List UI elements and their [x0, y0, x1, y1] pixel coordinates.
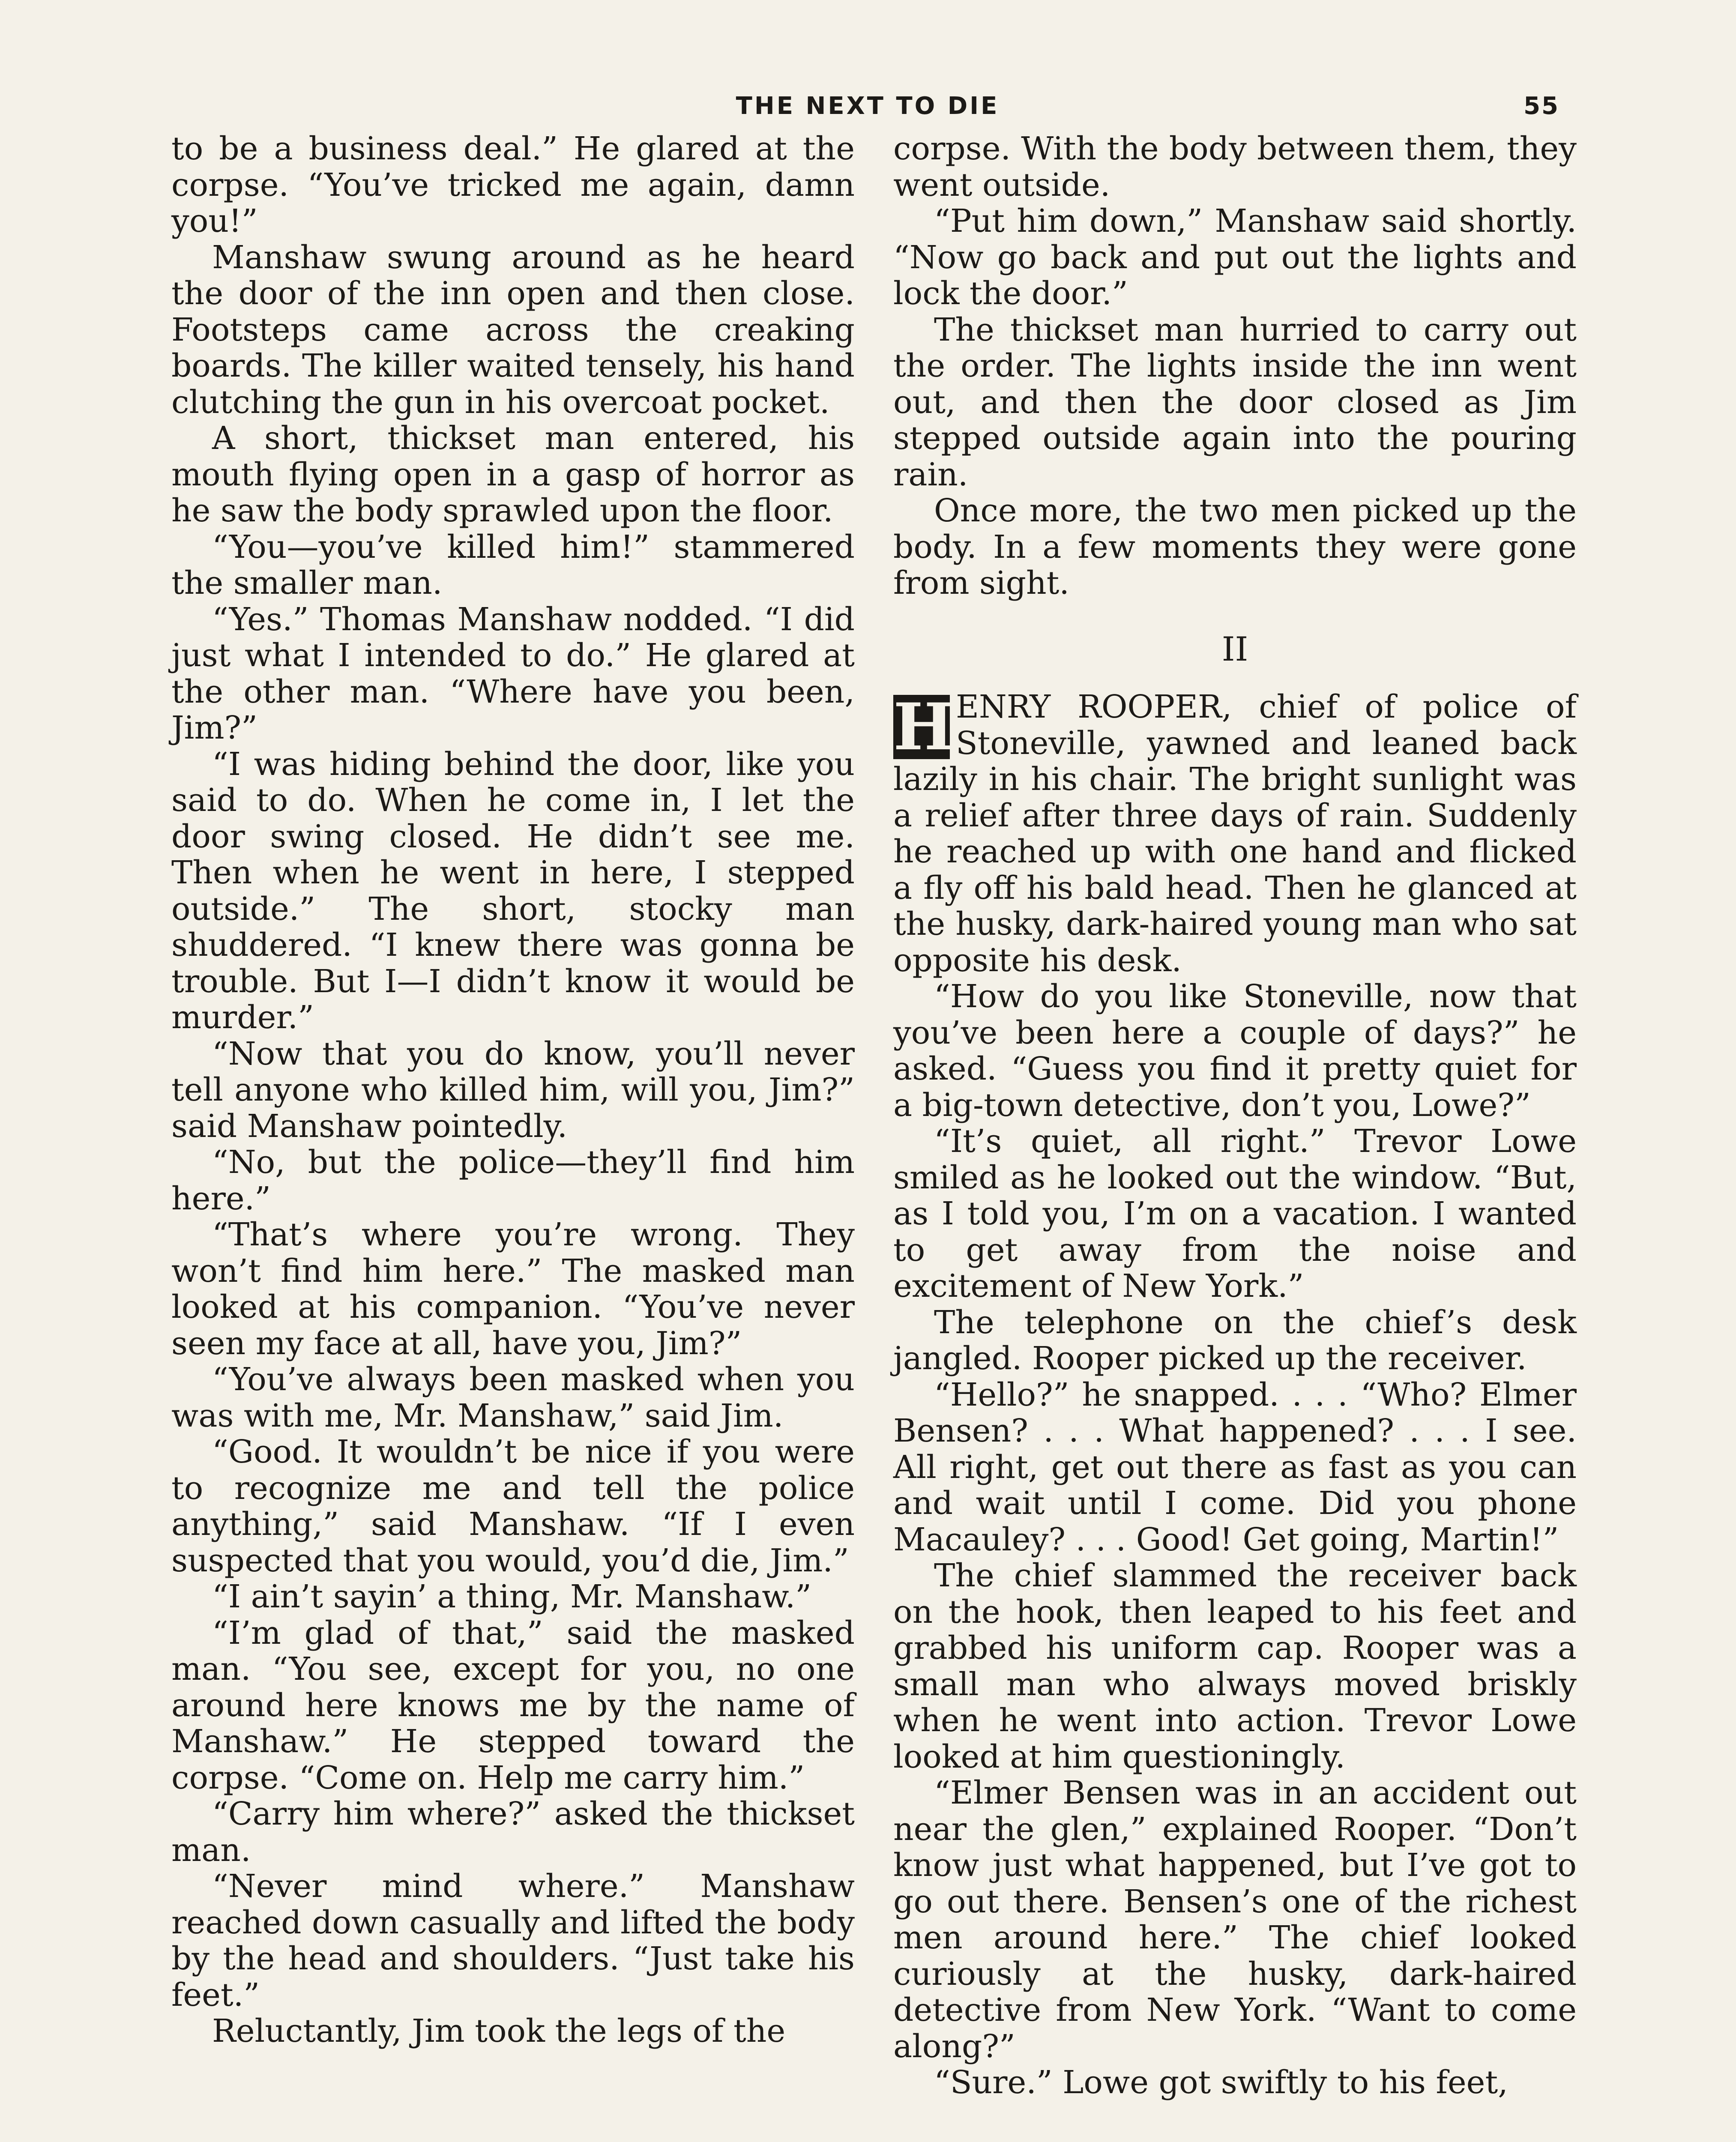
paragraph: “Carry him where?” asked the thickset man. — [171, 1795, 855, 1869]
paragraph: “Hello?” he snapped. . . . “Who? Elmer Bensen? . . . What happened? . . . I see. All right, get out there as fast as you can and wait until I come. Did you phone Macauley? . . . Good! Get going, Martin!” — [893, 1376, 1577, 1558]
page-header — [176, 92, 1559, 131]
dropcap-paragraph-text: ENRY ROOPER, chief of police of Stoneville, yawned and leaned back lazily in his chair. The bright sunlight was a relief after three days of rain. Suddenly he reached up with one hand and flicked a fly off his bald head. Then he glanced at the husky, dark-haired young man who sat opposite his desk. — [893, 688, 1577, 979]
paragraph: “Yes.” Thomas Manshaw nodded. “I did just what I intended to do.” He glared at the other man. “Where have you been, Jim?” — [171, 601, 855, 746]
running-title: THE NEXT TO DIE — [736, 92, 1000, 120]
left-column — [171, 131, 855, 2049]
paragraph: “Good. It wouldn’t be nice if you were to recognize me and tell the police anything,” said Manshaw. “If I even suspected that you would, you’d die, Jim.” — [171, 1433, 855, 1579]
paragraph: “Sure.” Lowe got swiftly to his feet, — [934, 2064, 1508, 2101]
paragraph: to be a business deal.” He glared at the corpse. “You’ve tricked me again, damn you!” — [171, 130, 855, 239]
paragraph: Manshaw swung around as he heard the door of the inn open and then close. Footsteps came across the creaking boards. The killer waited tensely, his hand clutching the gun in his overcoat pocket. — [171, 239, 855, 421]
page-number: 55 — [1523, 92, 1559, 120]
paragraph: Reluctantly, Jim took the legs of the — [212, 2013, 786, 2049]
section-heading: II — [1221, 630, 1248, 669]
paragraph: “I ain’t sayin’ a thing, Mr. Manshaw.” — [212, 1578, 812, 1615]
paragraph: The telephone on the chief’s desk jangled. Rooper picked up the receiver. — [893, 1304, 1577, 1377]
paragraph: “Elmer Bensen was in an accident out near the glen,” explained Rooper. “Don’t know just what happened, but I’ve got to go out there. Bensen’s one of the richest men around here.” The chief looked curiously at the husky, dark-haired detective from New York. “Want to come along?” — [893, 1774, 1577, 2065]
paragraph: The chief slammed the receiver back on the hook, then leaped to his feet and grabbed his uniform cap. Rooper was a small man who always moved briskly when he went into action. Trevor Lowe looked at him questioningly. — [893, 1557, 1577, 1775]
paragraph: “Never mind where.” Manshaw reached down casually and lifted the body by the head and shoulders. “Just take his feet.” — [171, 1868, 855, 2013]
paragraph: “It’s quiet, all right.” Trevor Lowe smiled as he looked out the window. “But, as I told you, I’m on a vacation. I wanted to get away from the noise and excitement of New York.” — [893, 1123, 1577, 1304]
paragraph: “Now that you do know, you’ll never tell anyone who killed him, will you, Jim?” said Manshaw pointedly. — [171, 1035, 855, 1145]
dropcap-paragraph — [893, 689, 1577, 978]
paragraph: “How do you like Stoneville, now that you’ve been here a couple of days?” he asked. “Guess you find it pretty quiet for a big-town detective, don’t you, Lowe?” — [893, 978, 1577, 1124]
drop-cap-letter: H — [893, 689, 954, 765]
paragraph: The thickset man hurried to carry out the order. The lights inside the inn went out, and then the door closed as Jim stepped outside again into the pouring rain. — [893, 311, 1577, 493]
paragraph: “No, but the police—they’ll find him here.” — [171, 1144, 855, 1217]
paragraph: “You—you’ve killed him!” stammered the smaller man. — [171, 528, 855, 601]
paragraph: “I was hiding behind the door, like you said to do. When he come in, I let the door swing closed. He didn’t see me. Then when he went in here, I stepped outside.” The short, stocky man shuddered. “I knew there was gonna be trouble. But I—I didn’t know it would be murder.” — [171, 745, 855, 1036]
paragraph: Once more, the two men picked up the body. In a few moments they were gone from sight. — [893, 492, 1577, 601]
paragraph: “I’m glad of that,” said the masked man. “You see, except for you, no one around here knows me by the name of Manshaw.” He stepped toward the corpse. “Come on. Help me carry him.” — [171, 1614, 855, 1796]
paragraph: A short, thickset man entered, his mouth flying open in a gasp of horror as he saw the body sprawled upon the floor. — [171, 420, 855, 529]
paragraph: corpse. With the body between them, they went outside. — [893, 130, 1577, 203]
right-column — [893, 131, 1577, 2101]
paragraph: “You’ve always been masked when you was with me, Mr. Manshaw,” said Jim. — [171, 1361, 855, 1434]
paragraph: “Put him down,” Manshaw said shortly. “Now go back and put out the lights and lock the door.” — [893, 203, 1577, 312]
paragraph: “That’s where you’re wrong. They won’t find him here.” The masked man looked at his companion. “You’ve never seen my face at all, have you, Jim?” — [171, 1216, 855, 1362]
